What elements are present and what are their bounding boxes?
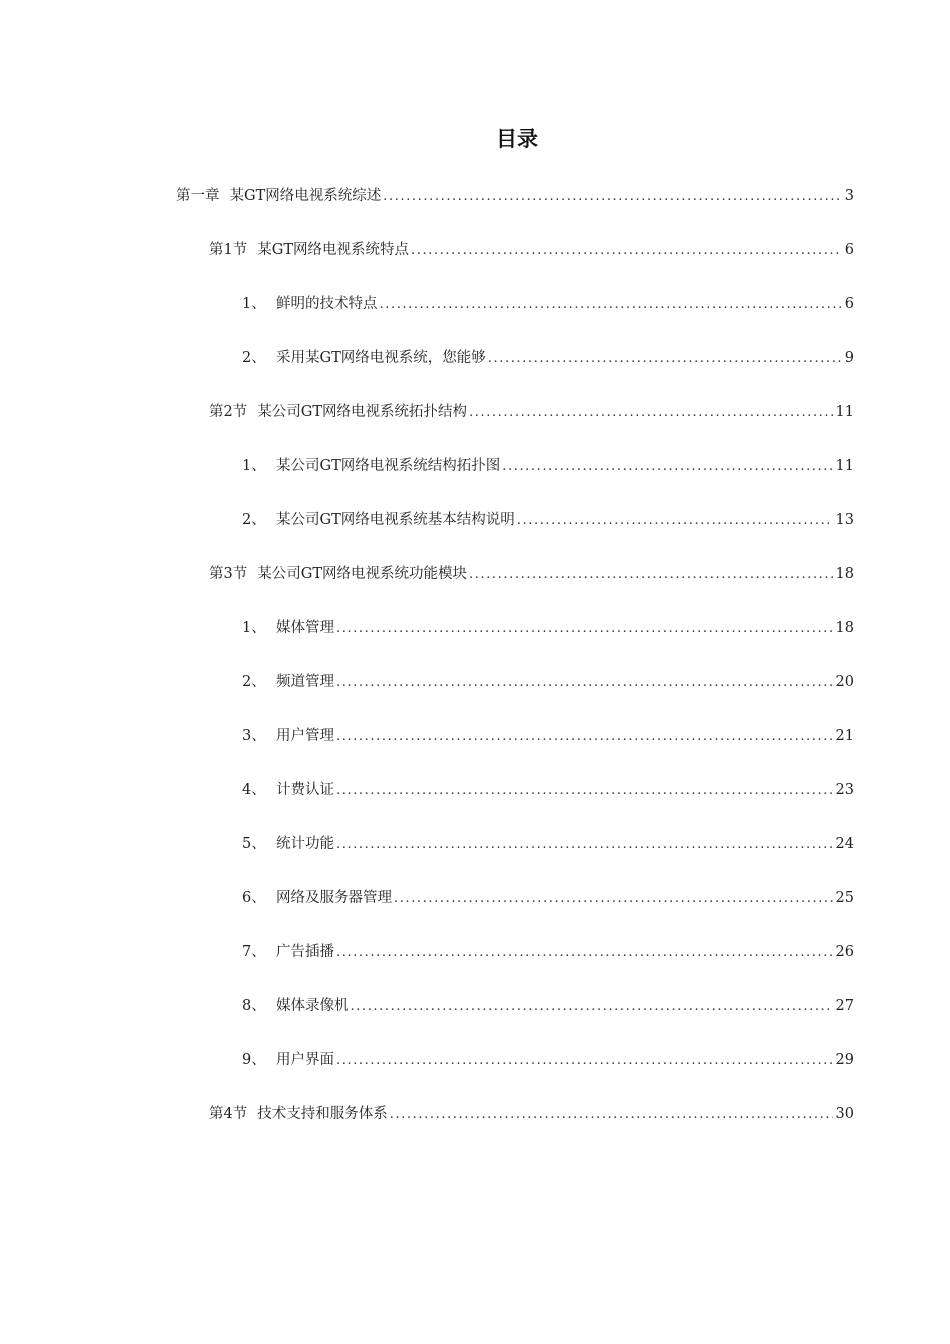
toc-entry-item[interactable] [242, 672, 854, 692]
toc-entry-page: 27 [835, 998, 854, 1014]
toc-entry-text: 某公司GT网络电视系统基本结构说明 [276, 512, 515, 528]
toc-dot-leader [380, 295, 842, 314]
toc-dot-leader [336, 781, 833, 800]
toc-dot-leader [411, 241, 842, 260]
toc-entry-section-1[interactable] [209, 240, 854, 260]
toc-entry-number: 8、 [242, 998, 266, 1014]
toc-dot-leader [488, 349, 842, 368]
toc-dot-leader [336, 673, 833, 692]
toc-entry-number: 2、 [242, 512, 266, 528]
toc-entry-text: 网络及服务器管理 [276, 890, 392, 906]
toc-entry-number: 1、 [242, 296, 266, 312]
toc-entry-text: 统计功能 [276, 836, 334, 852]
toc-entry-page: 6 [844, 296, 854, 312]
toc-entry-text: 某GT网络电视系统特点 [257, 242, 409, 258]
toc-entry-page: 26 [835, 944, 854, 960]
toc-entry-number: 2、 [242, 674, 266, 690]
toc-entry-text: 某GT网络电视系统综述 [229, 188, 382, 204]
toc-entry-page: 20 [835, 674, 854, 690]
toc-dot-leader [502, 457, 832, 476]
toc-entry-item[interactable] [242, 942, 854, 962]
toc-entry-page: 21 [835, 728, 854, 744]
toc-entry-item[interactable] [242, 888, 854, 908]
toc-dot-leader [351, 997, 833, 1016]
toc-entry-page: 18 [835, 566, 854, 582]
toc-dot-leader [336, 1051, 833, 1070]
toc-entry-item[interactable] [242, 348, 854, 368]
toc-entry-text: 鲜明的技术特点 [276, 296, 378, 312]
toc-dot-leader [336, 943, 833, 962]
toc-entry-page: 11 [835, 458, 854, 474]
toc-entry-item[interactable] [242, 456, 854, 476]
toc-entry-number: 5、 [242, 836, 266, 852]
toc-entry-item[interactable] [242, 618, 854, 638]
toc-entry-page: 23 [835, 782, 854, 798]
toc-dot-leader [336, 727, 833, 746]
toc-title: 目录 [496, 127, 538, 151]
toc-entry-item[interactable] [242, 510, 854, 530]
toc-entry-page: 13 [835, 512, 854, 528]
toc-dot-leader [469, 403, 833, 422]
toc-entry-page: 29 [835, 1052, 854, 1068]
toc-entry-item[interactable] [242, 780, 854, 800]
toc-entry-item[interactable] [242, 1050, 854, 1070]
toc-dot-leader [394, 889, 833, 908]
toc-entry-text: 某公司GT网络电视系统结构拓扑图 [276, 458, 501, 474]
toc-dot-leader [390, 1105, 833, 1124]
toc-entry-section-4[interactable] [209, 1104, 854, 1124]
toc-entry-number: 第一章 [176, 188, 220, 204]
toc-entry-text: 用户管理 [276, 728, 334, 744]
toc-entry-text: 媒体管理 [276, 620, 334, 636]
toc-entry-page: 30 [835, 1106, 854, 1122]
toc-entry-page: 3 [844, 188, 854, 204]
toc-entry-page: 25 [835, 890, 854, 906]
toc-entry-text: 频道管理 [276, 674, 334, 690]
toc-entry-page: 18 [835, 620, 854, 636]
toc-entry-page: 9 [844, 350, 854, 366]
toc-dot-leader [383, 187, 842, 206]
toc-entry-number: 2、 [242, 350, 266, 366]
toc-dot-leader [336, 835, 833, 854]
toc-entry-text: 某公司GT网络电视系统拓扑结构 [257, 404, 467, 420]
toc-entry-text: 用户界面 [276, 1052, 334, 1068]
toc-entry-text: 广告插播 [276, 944, 334, 960]
toc-entry-chapter-1[interactable] [176, 186, 854, 206]
toc-entry-section-2[interactable] [209, 402, 854, 422]
toc-dot-leader [336, 619, 833, 638]
toc-entry-text: 技术支持和服务体系 [257, 1106, 388, 1122]
toc-entry-number: 第3节 [209, 566, 248, 582]
toc-entry-item[interactable] [242, 996, 854, 1016]
toc-entry-item[interactable] [242, 726, 854, 746]
toc-entry-number: 1、 [242, 458, 266, 474]
toc-entry-text: 某公司GT网络电视系统功能模块 [257, 566, 467, 582]
toc-entry-number: 7、 [242, 944, 266, 960]
toc-entry-text: 媒体录像机 [276, 998, 349, 1014]
toc-entry-number: 第1节 [209, 242, 248, 258]
toc-entry-number: 第4节 [209, 1106, 248, 1122]
toc-dot-leader [469, 565, 833, 584]
toc-entry-item[interactable] [242, 834, 854, 854]
toc-entry-number: 3、 [242, 728, 266, 744]
toc-entry-number: 1、 [242, 620, 266, 636]
toc-entry-section-3[interactable] [209, 564, 854, 584]
toc-entry-page: 11 [835, 404, 854, 420]
toc-entry-number: 4、 [242, 782, 266, 798]
toc-dot-leader [517, 511, 833, 530]
toc-entry-number: 第2节 [209, 404, 248, 420]
toc-entry-item[interactable] [242, 294, 854, 314]
toc-entry-number: 9、 [242, 1052, 266, 1068]
toc-entry-page: 24 [835, 836, 854, 852]
toc-entry-text: 计费认证 [276, 782, 334, 798]
toc-entry-number: 6、 [242, 890, 266, 906]
toc-entry-page: 6 [844, 242, 854, 258]
toc-entry-text: 采用某GT网络电视系统，您能够 [276, 350, 486, 366]
